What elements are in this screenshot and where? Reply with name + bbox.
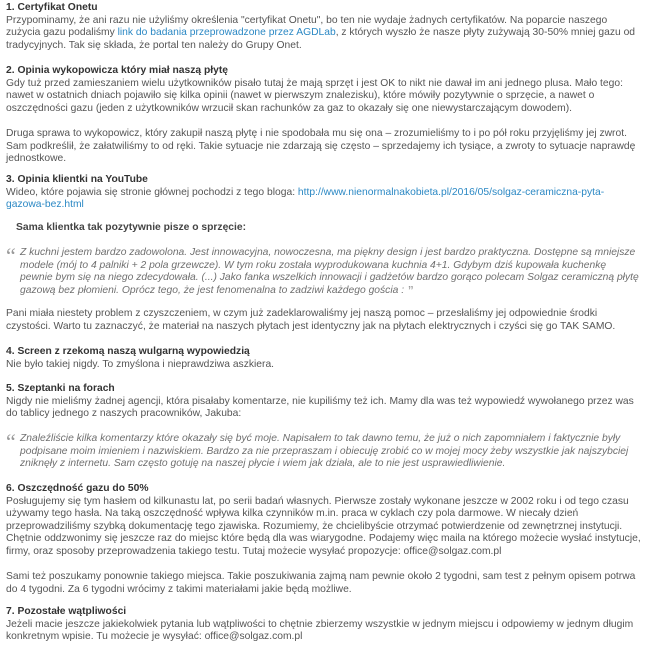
section-1-title: 1. Certyfikat Onetu [6,2,98,13]
blog-link[interactable]: http://www.nienormalnakobieta.pl/2016/05/solgaz-ceramiczna-pyta-gazowa-bez.html [6,186,605,211]
section-1-text-end: , z których wyszło że nasze płyty zużywają 30-50% mniej gazu od tradycyjnych. Tak się składa, że portal ten należy do Grupy Onet. [6,27,636,51]
section-1-text [6,15,642,53]
employee-quote-text: Znaleźliście kilka komentarzy które okazały się być moje. Napisałem to tak dawno temu, że już o nich zapomniałem i faktycznie były podpisane moim imieniem i nazwiskiem. Bardzo za nie przepraszam i obiecuję zrobić co w mojej mocy żeby wszystkie jak najszybciej zniknęły z internetu. Sam często gotuję na naszej płycie i wiem jak działa, ale to nie jest usprawiedliwienie. [20,433,629,470]
quote-open-icon: “ [6,243,16,268]
section-3-title: 3. Opinia klientki na YouTube [6,174,148,185]
section-opinia-wykopowicza [6,65,642,115]
section-3-subheading: Sama klientka tak pozytywnie pisze o sprzęcie: [16,222,247,233]
section-watpliwosci [6,606,642,644]
section-5-title: 5. Szeptanki na forach [6,383,115,394]
section-6-paragraph-1: Posługujemy się tym hasłem od kilkunastu lat, po serii badań własnych. Pierwsze zostały wykonane jeszcze w 2002 roku i od tego czasu używamy tego hasła. Na taką oszczędność wpływa kilka czynników m.in. praca w cyklach czy pola darmowe. W niecały dzień przeprowadziliśmy szybką dokumentację tego zjawiska. Rozumiemy, że chcielibyście otrzymać potwierdzenie od zewnętrznej instytucji. Chętnie oddzwonimy się jeszcze raz do miejsc które będą dla was wiarygodne. Podajemy więc maila na którego możecie wysłać instytucje, firmy, oraz sposoby przeprowadzenia takiego testu. Tutaj możecie wysyłać propozycje: office@solgaz.com.pl [6,495,641,557]
section-szeptanki [6,383,642,421]
quote-open-icon: “ [6,429,16,454]
section-6-paragraph-2-block [6,571,642,596]
employee-quote [6,429,640,471]
customer-quote-text: Z kuchni jestem bardzo zadowolona. Jest innowacyjna, nowoczesna, ma piękny design i jest bardzo praktyczna. Dostępne są mniejsze modele (mój to 4 palniki + 2 pola grzewcze). W tym roku została wyprodukowana kuchnia 4+1. Gdybym dziś kupowała kuchenkę pewnie bym się na niego zdecydowała. (...) Jako fanka wszelkich innowacji i gadżetów bardzo gorąco polecam Solgaz ceramiczną płytę gazową bez płomieni. Oprócz tego, że jest fenomenalna to zadziwi każdego gościa : [20,247,639,296]
section-opinia-youtube [6,174,642,212]
section-screen [6,346,642,371]
section-3-paragraph-2: Pani miała niestety problem z czyszczeniem, w czym już zadeklarowaliśmy jej naszą pomoc – przesłaliśmy jej odpowiednie środki czystości. Warto tu zaznaczyć, że materiał na naszych płytach jest identyczny jak na płytach elektrycznych i czyści się go TAK SAMO. [6,308,616,332]
section-2-paragraph-2: Druga sprawa to wykopowicz, który zakupił naszą płytę i nie spodobała mu się ona – zrozumieliśmy to i po pół roku przyjęliśmy jej zwrot. Sam podkreślił, że załatwiliśmy to od ręki. Takie sytuacje nie zdarzają się często – sprzedajemy ich tysiące, a zwroty to sytuacje naprawdę jednostkowe. [6,128,636,165]
section-3-text-start: Wideo, które pojawia się stronie głównej pochodzi z tego bloga: [6,186,298,198]
section-3-text [6,187,642,212]
section-3-paragraph-2-block [6,308,642,333]
agdlab-link[interactable]: link do badania przeprowadzone przez AGDLab [117,27,336,39]
section-2-paragraph-2-block [6,128,642,166]
section-certyfikat [6,2,642,52]
quote-close-icon: ” [404,282,414,300]
section-5-text: Nigdy nie mieliśmy żadnej agencji, która pisałaby komentarze, nie kupiliśmy też ich. Mamy dla was też wypowiedź wywołanego przez was do tablicy jednego z naszych pracowników, Jakuba: [6,395,634,420]
section-6-title: 6. Oszczędność gazu do 50% [6,483,149,494]
section-4-title: 4. Screen z rzekomą naszą wulgarną wypowiedzią [6,346,250,357]
section-2-paragraph-1: Gdy tuż przed zamieszaniem wielu użytkowników pisało tutaj że mają sprzęt i jest OK to nikt nie dawał im ani jednego plusa. Mało tego: nawet w ostatnich dniach pojawiło się kilka opinii (nawet w pierwszym znalezisku), które mówiły pozytywnie o sprzęcie, a nawet o oszczędności gazu (jeden z użytkowników wrzucił skan rachunków za gaz to okazały się one niewystarczającym dowodem). [6,77,623,114]
customer-quote [6,243,640,300]
section-6-paragraph-2: Sami też poszukamy ponownie takiego miejsca. Takie poszukiwania zajmą nam pewnie około 2 tygodni, sam test z pełnym opisem potrwa do 4 tygodni. Za 6 tygodni wrócimy z takimi materiałami jakie będą możliwe. [6,571,636,595]
section-oszczednosc [6,483,642,559]
section-7-text: Jeżeli macie jeszcze jakiekolwiek pytania lub wątpliwości to chętnie zbierzemy wszystkie w jednym miejscu i odpowiemy w jednym długim konkretnym wpisie. Tu możecie je wysyłać: office@solgaz.com.pl [6,618,634,643]
section-7-title: 7. Pozostałe wątpliwości [6,606,127,617]
section-2-title: 2. Opinia wykopowicza który miał naszą płytę [6,65,229,76]
section-1-text-start: Przypominamy, że ani razu nie użyliśmy określenia "certyfikat Onetu", bo ten nie wydaje żadnych certyfikatów. Na poparcie naszego zużycia gazu podaliśmy [6,14,608,39]
section-4-text: Nie było takiej nigdy. To zmyślona i nieprawdziwa aszkiera. [6,358,275,370]
